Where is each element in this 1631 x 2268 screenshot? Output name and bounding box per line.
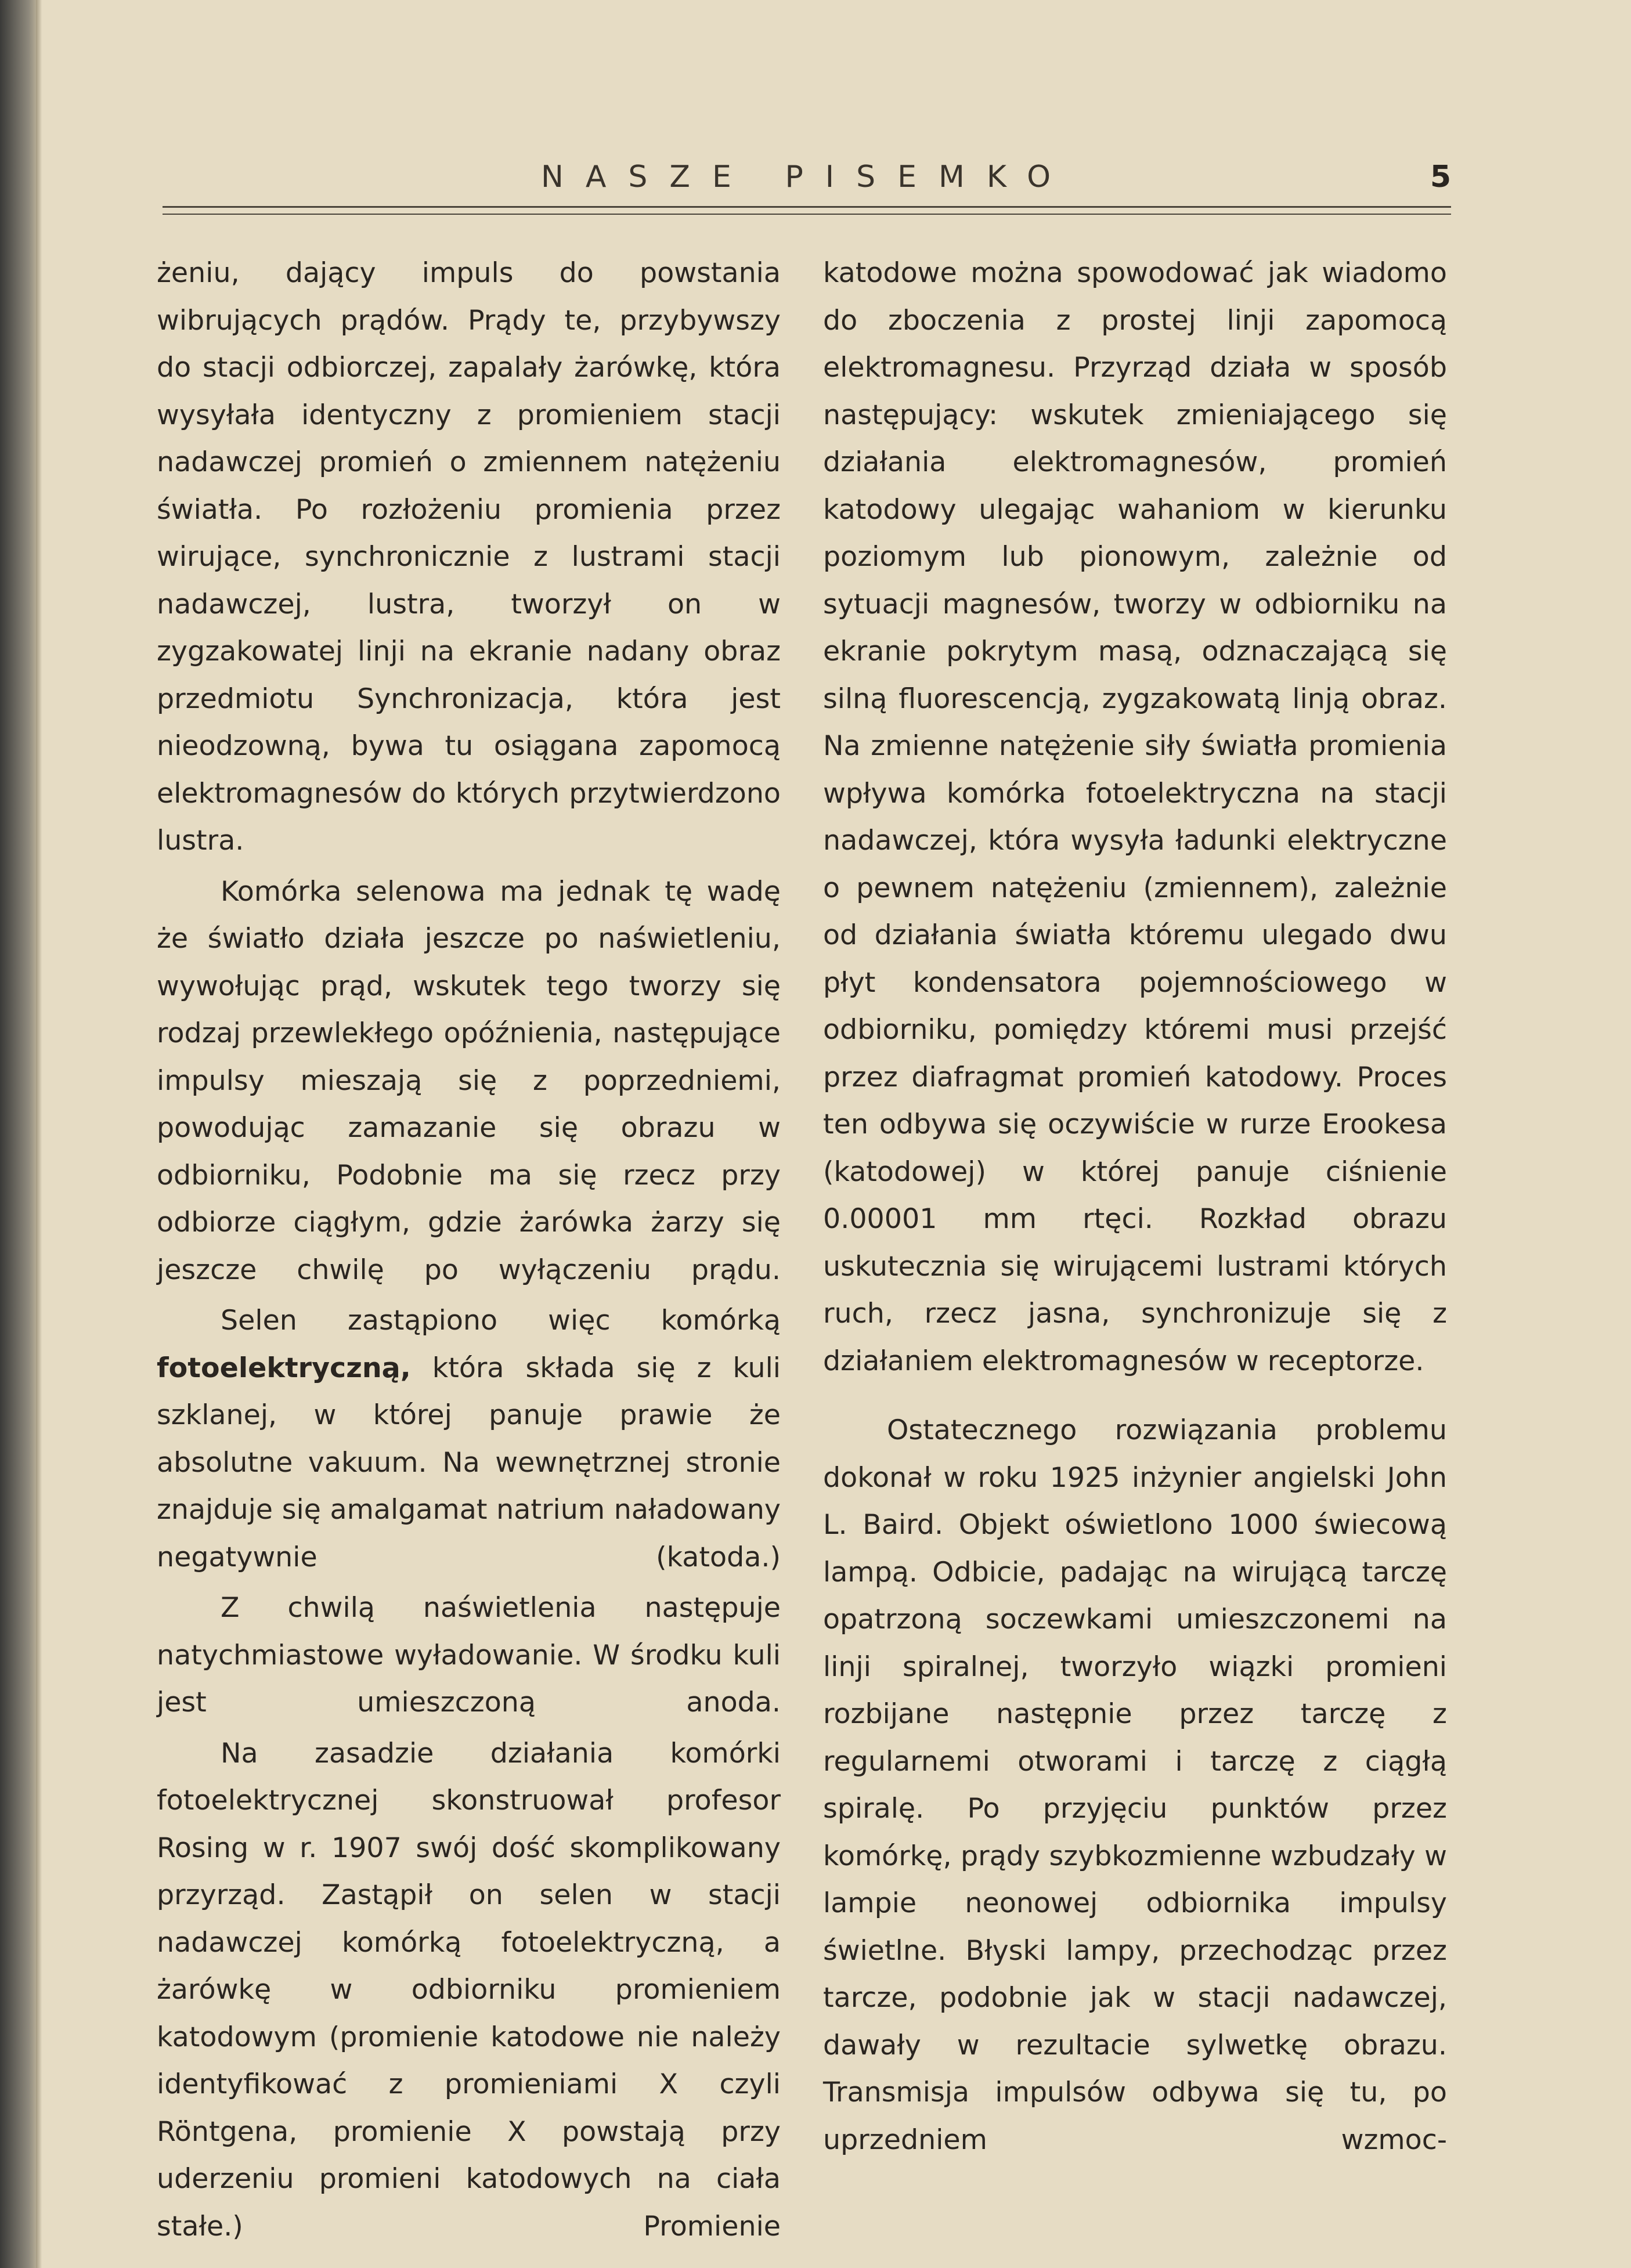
- paragraph-left-2: Komórka selenowa ma jednak tę wadę że światło działa jeszcze po naświetleniu, wywołując prąd, wskutek tego tworzy się rodzaj przewlekłego opóźnienia, następujące impulsy mieszają się z poprzedniemi, powodując zamazanie się obrazu w odbiorniku, Podobnie ma się rzecz przy odbiorze ciągłym, gdzie żarówka żarzy się jeszcze chwilę po wyłączeniu prądu.: [157, 875, 781, 1286]
- bold-term-fotoelektryczna: fotoelektryczną,: [157, 1352, 411, 1384]
- paragraph-left-4: Z chwilą naświetlenia następuje natychmiastowe wyładowanie. W środku kuli jest umieszczoną anoda.: [157, 1592, 781, 1718]
- paragraph-right-1: katodowe można spowodować jak wiadomo do zboczenia z prostej linji zapomocą elektromagnesu. Przyrząd działa w sposób następujący: wskutek zmieniającego się działania elektromagnesów, promień katodowy ulegając wahaniom w kierunku poziomym lub pionowym, zależnie od sytuacji magnesów, tworzy w odbiorniku na ekranie pokrytym masą, odznaczającą się silną fluorescencją, zygzakowatą linją obraz. Na zmienne natężenie siły światła promienia wpływa komórka fotoelektryczna na stacji nadawczej, która wysyła ładunki elektryczne o pewnem natężeniu (zmiennem), zależnie od działania światła któremu ulegado dwu płyt kondensatora pojemnościowego w odbiorniku, pomiędzy któremi musi przejść przez diafragmat promień katodowy. Proces ten odbywa się oczywiście w rurze Erookesa (katodowej) w której panuje ciśnienie 0.00001 mm rtęci. Rozkład obrazu uskutecznia się wirującemi lustrami których ruch, rzecz jasna, synchronizuje się z działaniem elektromagnesów w receptorze.: [823, 257, 1447, 1377]
- right-column: [823, 250, 1447, 2164]
- page-number: 5: [1430, 160, 1451, 194]
- paragraph-left-1: żeniu, dający impuls do powstania wibrujących prądów. Prądy te, przybywszy do stacji odbiorczej, zapalały żarówkę, która wysyłała identyczny z promieniem stacji nadawczej promień o zmiennem natężeniu światła. Po rozłożeniu promienia przez wirujące, synchronicznie z lustrami stacji nadawczej, lustra, tworzył on w zygzakowatej linji na ekranie nadany obraz przedmiotu Synchronizacja, która jest nieodzowną, bywa tu osiągana zapomocą elektromagnesów do których przytwierdzono lustra.: [157, 257, 781, 857]
- header-rule-bottom: [163, 214, 1451, 215]
- left-column: [157, 250, 781, 2250]
- paragraph-left-5: Na zasadzie działania komórki fotoelektrycznej skonstruował profesor Rosing w r. 1907 swój dość skomplikowany przyrząd. Zastąpił on selen w stacji nadawczej komórką fotoelektryczną, a żarówkę w odbiorniku promieniem katodowym (promienie katodowe nie należy identyfikować z promieniami X czyli Röntgena, promienie X powstają przy uderzeniu promieni katodowych na ciała stałe.) Promienie: [157, 1737, 781, 2242]
- paragraph-left-3-rest: która składa się z kuli szklanej, w której panuje prawie że absolutne vakuum. Na wewnętrznej stronie znajduje się amalgamat natrium naładowany negatywnie (katoda.): [157, 1352, 781, 1573]
- running-title: NASZE PISEMKO: [540, 160, 1073, 194]
- paragraph-left-3-start: Selen zastąpiono więc komórką: [221, 1305, 781, 1337]
- page-header: [163, 154, 1451, 223]
- header-rule-top: [163, 206, 1451, 208]
- paragraph-right-2: Ostatecznego rozwiązania problemu dokonał w roku 1925 inżynier angielski John L. Baird. Objekt oświetlono 1000 świecową lampą. Odbicie, padając na wirującą tarczę opatrzoną soczewkami umieszczonemi na linji spiralnej, tworzyło wiązki promieni rozbijane następnie przez tarczę z regularnemi otworami i tarczę z ciągłą spiralę. Po przyjęciu punktów przez komórkę, prądy szybkozmienne wzbudzały w lampie neonowej odbiornika impulsy świetlne. Błyski lampy, przechodząc przez tarcze, podobnie jak w stacji nadawczej, dawały w rezultacie sylwetkę obrazu. Transmisja impulsów odbywa się tu, po uprzedniem wzmoc-: [823, 1414, 1447, 2156]
- book-spine: [0, 0, 36, 2268]
- paragraph-left-3: [157, 1297, 781, 1581]
- page-edge: [36, 0, 42, 2268]
